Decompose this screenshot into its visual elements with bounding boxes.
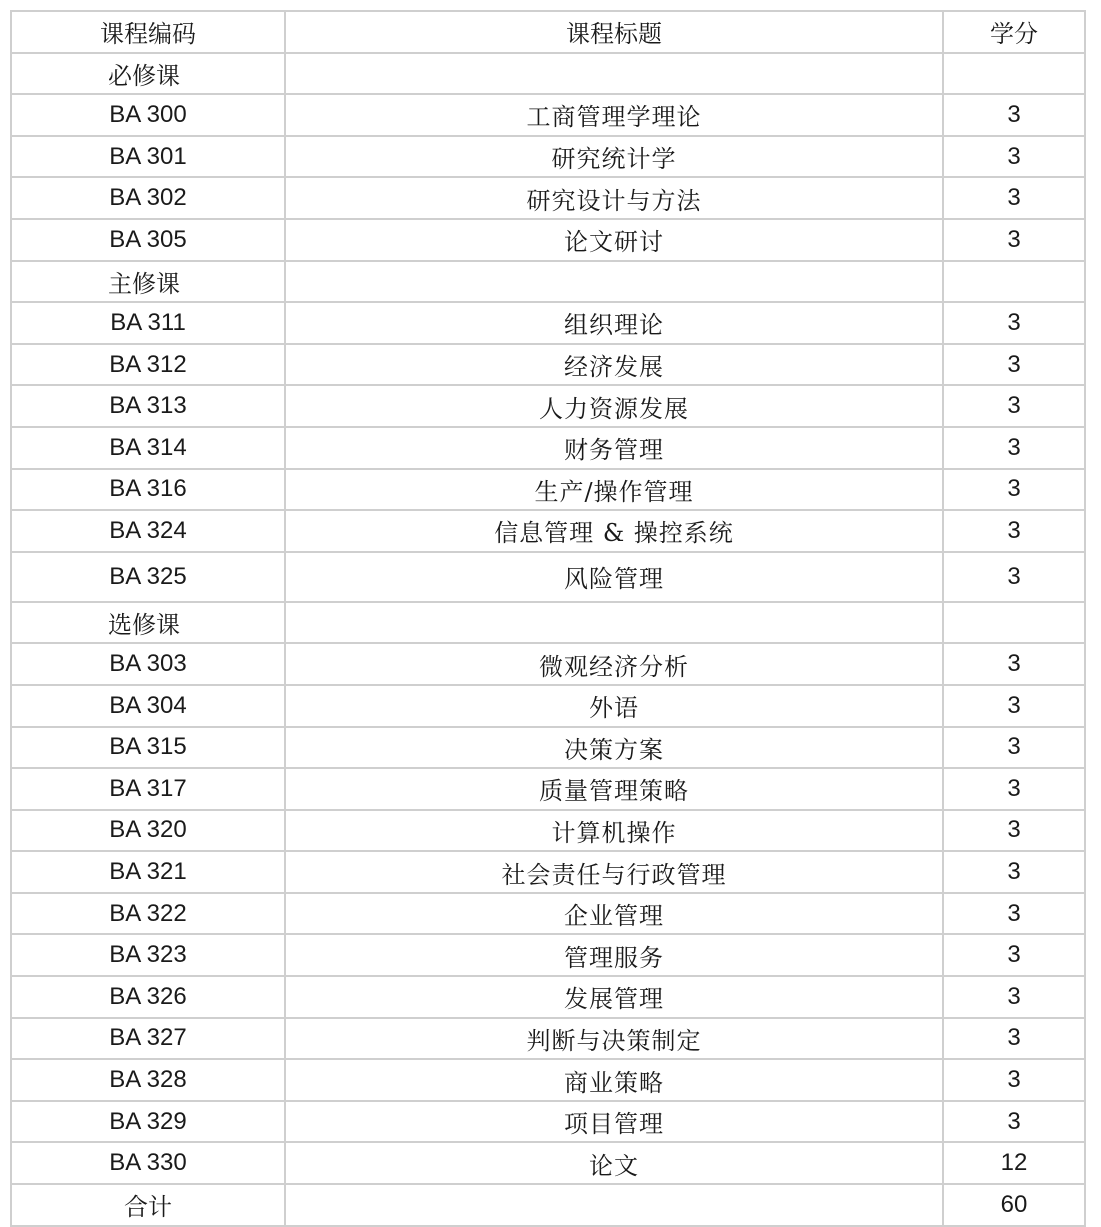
course-code: BA 312 — [11, 344, 285, 386]
course-code: BA 313 — [11, 385, 285, 427]
course-code: BA 330 — [11, 1142, 285, 1184]
course-title: 发展管理 — [285, 976, 943, 1018]
course-title: 论文 — [285, 1142, 943, 1184]
course-credits: 3 — [943, 810, 1085, 852]
course-row — [11, 768, 1085, 810]
section-empty-credits — [943, 602, 1085, 644]
course-credits: 3 — [943, 510, 1085, 552]
course-credits: 3 — [943, 727, 1085, 769]
section-row — [11, 261, 1085, 303]
course-credits: 3 — [943, 136, 1085, 178]
course-credits: 3 — [943, 893, 1085, 935]
course-title: 项目管理 — [285, 1101, 943, 1143]
course-credits: 3 — [943, 1018, 1085, 1060]
course-code: BA 316 — [11, 469, 285, 511]
course-title: 生产/操作管理 — [285, 469, 943, 511]
course-code: BA 327 — [11, 1018, 285, 1060]
course-credits: 3 — [943, 469, 1085, 511]
course-title: 经济发展 — [285, 344, 943, 386]
section-empty-title — [285, 261, 943, 303]
course-credits: 3 — [943, 934, 1085, 976]
course-title: 计算机操作 — [285, 810, 943, 852]
course-title: 社会责任与行政管理 — [285, 851, 943, 893]
course-row — [11, 136, 1085, 178]
course-row — [11, 1059, 1085, 1101]
course-credits: 3 — [943, 552, 1085, 602]
section-empty-title — [285, 53, 943, 95]
course-code: BA 314 — [11, 427, 285, 469]
course-row — [11, 934, 1085, 976]
course-code: BA 311 — [11, 302, 285, 344]
section-label: 主修课 — [11, 261, 285, 303]
course-row — [11, 344, 1085, 386]
section-row — [11, 53, 1085, 95]
course-row — [11, 1142, 1085, 1184]
course-title: 论文研讨 — [285, 219, 943, 261]
course-title: 组织理论 — [285, 302, 943, 344]
course-row — [11, 643, 1085, 685]
course-code: BA 328 — [11, 1059, 285, 1101]
course-code: BA 300 — [11, 94, 285, 136]
course-row — [11, 302, 1085, 344]
header-credits: 学分 — [943, 11, 1085, 53]
course-credits: 12 — [943, 1142, 1085, 1184]
course-code: BA 325 — [11, 552, 285, 602]
course-title: 工商管理学理论 — [285, 94, 943, 136]
course-title: 风险管理 — [285, 552, 943, 602]
section-empty-credits — [943, 261, 1085, 303]
course-credits: 3 — [943, 427, 1085, 469]
section-label: 选修课 — [11, 602, 285, 644]
course-credits: 3 — [943, 685, 1085, 727]
course-row — [11, 727, 1085, 769]
course-credits: 3 — [943, 344, 1085, 386]
course-row — [11, 552, 1085, 602]
course-code: BA 304 — [11, 685, 285, 727]
course-credits: 3 — [943, 1101, 1085, 1143]
course-credits: 3 — [943, 976, 1085, 1018]
course-row — [11, 810, 1085, 852]
course-title: 信息管理 & 操控系统 — [285, 510, 943, 552]
header-title: 课程标题 — [285, 11, 943, 53]
course-code: BA 320 — [11, 810, 285, 852]
course-table — [10, 10, 1086, 1227]
course-row — [11, 685, 1085, 727]
course-code: BA 303 — [11, 643, 285, 685]
course-code: BA 321 — [11, 851, 285, 893]
course-credits: 3 — [943, 219, 1085, 261]
course-title: 质量管理策略 — [285, 768, 943, 810]
course-code: BA 322 — [11, 893, 285, 935]
course-credits: 3 — [943, 302, 1085, 344]
course-code: BA 305 — [11, 219, 285, 261]
course-row — [11, 94, 1085, 136]
course-row — [11, 427, 1085, 469]
course-row — [11, 469, 1085, 511]
course-code: BA 317 — [11, 768, 285, 810]
course-credits: 3 — [943, 851, 1085, 893]
course-row — [11, 976, 1085, 1018]
total-row — [11, 1184, 1085, 1226]
course-code: BA 302 — [11, 177, 285, 219]
course-title: 决策方案 — [285, 727, 943, 769]
course-title: 研究设计与方法 — [285, 177, 943, 219]
table-body — [11, 53, 1085, 1226]
course-row — [11, 1018, 1085, 1060]
section-label: 必修课 — [11, 53, 285, 95]
course-credits: 3 — [943, 94, 1085, 136]
course-row — [11, 1101, 1085, 1143]
course-row — [11, 893, 1085, 935]
course-code: BA 329 — [11, 1101, 285, 1143]
course-title: 微观经济分析 — [285, 643, 943, 685]
course-credits: 3 — [943, 385, 1085, 427]
course-row — [11, 851, 1085, 893]
course-credits: 3 — [943, 643, 1085, 685]
header-row — [11, 11, 1085, 53]
course-row — [11, 219, 1085, 261]
course-credits: 3 — [943, 768, 1085, 810]
header-code: 课程编码 — [11, 11, 285, 53]
course-code: BA 301 — [11, 136, 285, 178]
course-title: 判断与决策制定 — [285, 1018, 943, 1060]
course-code: BA 323 — [11, 934, 285, 976]
course-title: 人力资源发展 — [285, 385, 943, 427]
course-title: 外语 — [285, 685, 943, 727]
course-title: 管理服务 — [285, 934, 943, 976]
course-row — [11, 510, 1085, 552]
section-empty-title — [285, 602, 943, 644]
course-code: BA 324 — [11, 510, 285, 552]
section-empty-credits — [943, 53, 1085, 95]
course-row — [11, 385, 1085, 427]
total-empty — [285, 1184, 943, 1226]
total-credits: 60 — [943, 1184, 1085, 1226]
course-code: BA 315 — [11, 727, 285, 769]
course-row — [11, 177, 1085, 219]
total-label: 合计 — [11, 1184, 285, 1226]
section-row — [11, 602, 1085, 644]
course-title: 商业策略 — [285, 1059, 943, 1101]
course-credits: 3 — [943, 177, 1085, 219]
course-credits: 3 — [943, 1059, 1085, 1101]
course-title: 企业管理 — [285, 893, 943, 935]
course-code: BA 326 — [11, 976, 285, 1018]
course-title: 财务管理 — [285, 427, 943, 469]
course-title: 研究统计学 — [285, 136, 943, 178]
